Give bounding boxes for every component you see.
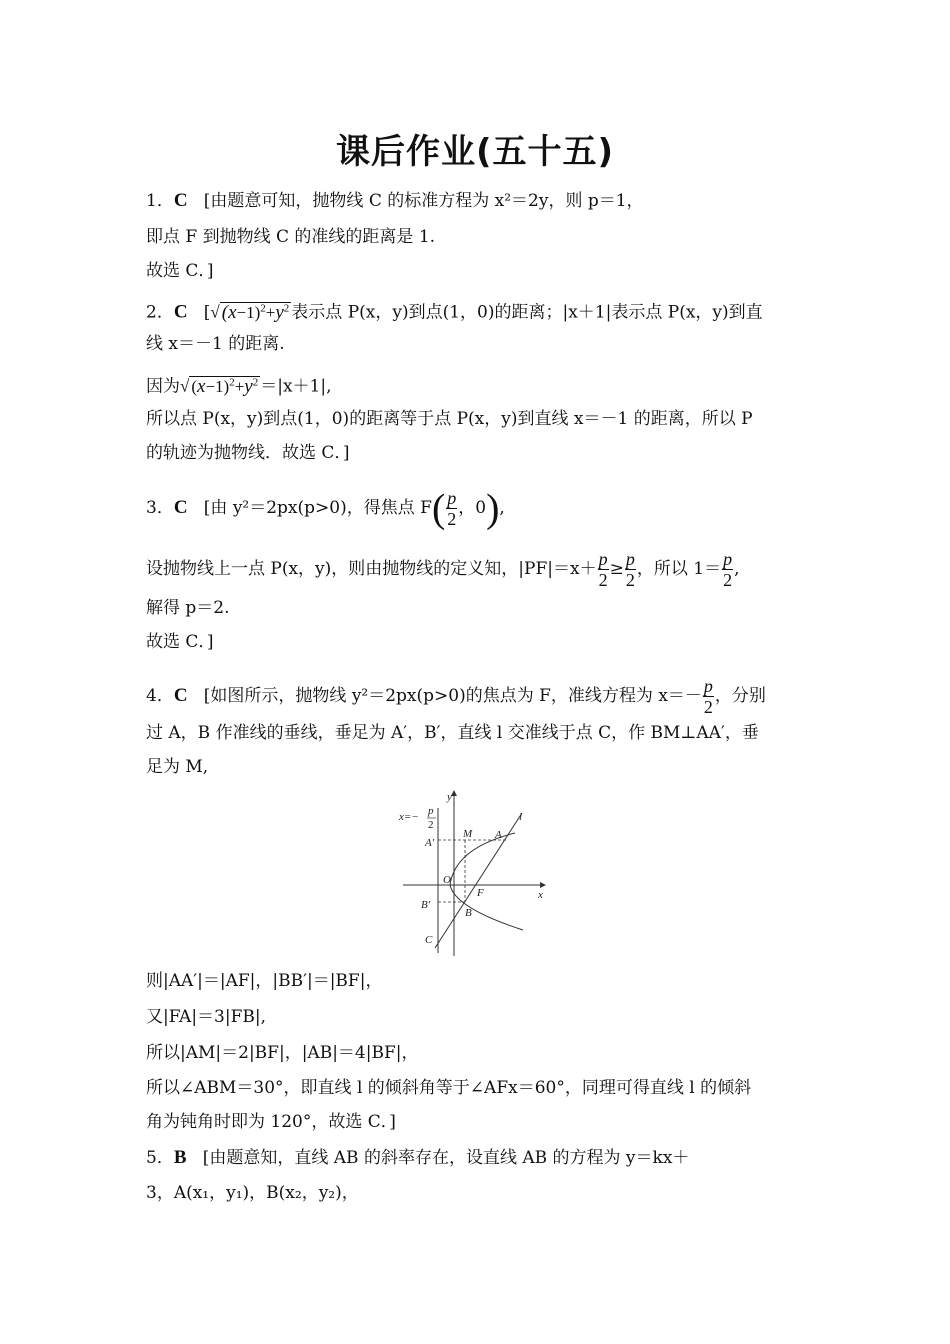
svg-text:C: C [425,934,433,946]
q1-line-3: 故选 C．] [146,261,214,281]
q4-line-5: 又|FA|＝3|FB|, [146,1007,267,1027]
q4-line-2: 过 A，B 作准线的垂线，垂足为 A′，B′，直线 l 交准线于点 C，作 BM⊥AA′，垂 [146,723,759,743]
q4-line-6: 所以|AM|＝2|BF|，|AB|＝4|BF|， [146,1043,419,1063]
svg-text:M: M [463,828,473,840]
q4-answer: C [173,685,188,706]
svg-text:B: B [465,907,472,919]
q5-line-2: 3，A(x₁，y₁)，B(x₂，y₂)， [146,1183,359,1203]
svg-text:A: A [495,829,502,841]
q4-line-8: 角为钝角时即为 120°，故选 C．] [146,1112,396,1132]
q4-line-1: 4．C [如图所示，抛物线 y²＝2px(p>0)的焦点为 F，准线方程为 x＝－ $\frac{p}{2}$ ，分别 [146,676,766,717]
svg-text:x=−: x=− [399,811,419,823]
q4-line-4: 则|AA′|＝|AF|，|BB′|＝|BF|， [146,971,383,991]
svg-text:x: x [538,889,543,901]
q3-line-2: 设抛物线上一点 P(x，y)，则由抛物线的定义知，|PF|＝x＋ $\frac{p}{2}$ ≥ $\frac{p}{2}$ ，所以 1＝ $\frac{p}{2}$ , [146,549,740,590]
parabola-figure [395,788,555,958]
q2-answer: C [173,301,188,323]
q5-answer: B [173,1147,187,1168]
svg-text:p: p [428,805,434,817]
q2-line-1: 2．C [√ $(x-1)^2+y^2$ 表示点 P(x，y)到点(1，0)的距离；|x＋1|表示点 P(x，y)到直 [146,301,763,323]
svg-text:2: 2 [428,819,434,831]
q2-line-4: 所以点 P(x，y)到点(1，0)的距离等于点 P(x，y)到直线 x＝－1 的距离，所以 P [146,409,753,429]
q1-answer: C [173,190,188,211]
q3-line-4: 故选 C．] [146,632,214,652]
sqrt-expression: √ $(x-1)^2+y^2$ [210,301,290,323]
svg-text:y: y [447,791,452,803]
page-title: 课后作业(五十五) [335,132,615,172]
q5-line-1: 5．B [由题意知，直线 AB 的斜率存在，设直线 AB 的方程为 y＝kx＋ [146,1147,690,1168]
svg-text:l: l [519,811,523,823]
svg-text:B′: B′ [421,899,431,911]
q1-line-2: 即点 F 到抛物线 C 的准线的距离是 1. [146,227,436,247]
svg-text:A′: A′ [425,837,435,849]
q2-line-3: 因为√ $(x-1)^2+y^2 =|x+1|$, [146,375,332,397]
svg-text:F: F [477,887,484,899]
q2-line-5: 的轨迹为抛物线．故选 C．] [146,443,350,463]
q1-line-1: 1．C [由题意可知，抛物线 C 的标准方程为 x²＝2y，则 p＝1， [146,190,644,211]
q2-line-2: 线 x＝－1 的距离. [146,334,285,354]
q4-line-7: 所以∠ABM＝30°，即直线 l 的倾斜角等于∠AFx＝60°，同理可得直线 l 的倾斜 [146,1078,752,1098]
q3-line-1: 3．C [由 y²＝2px(p>0)，得焦点 F( $\frac{p}{2}$ ，0), [146,485,505,531]
q3-line-3: 解得 p＝2. [146,598,230,618]
svg-text:O: O [443,874,451,886]
q4-line-3: 足为 M, [146,757,209,777]
q3-answer: C [173,497,188,518]
